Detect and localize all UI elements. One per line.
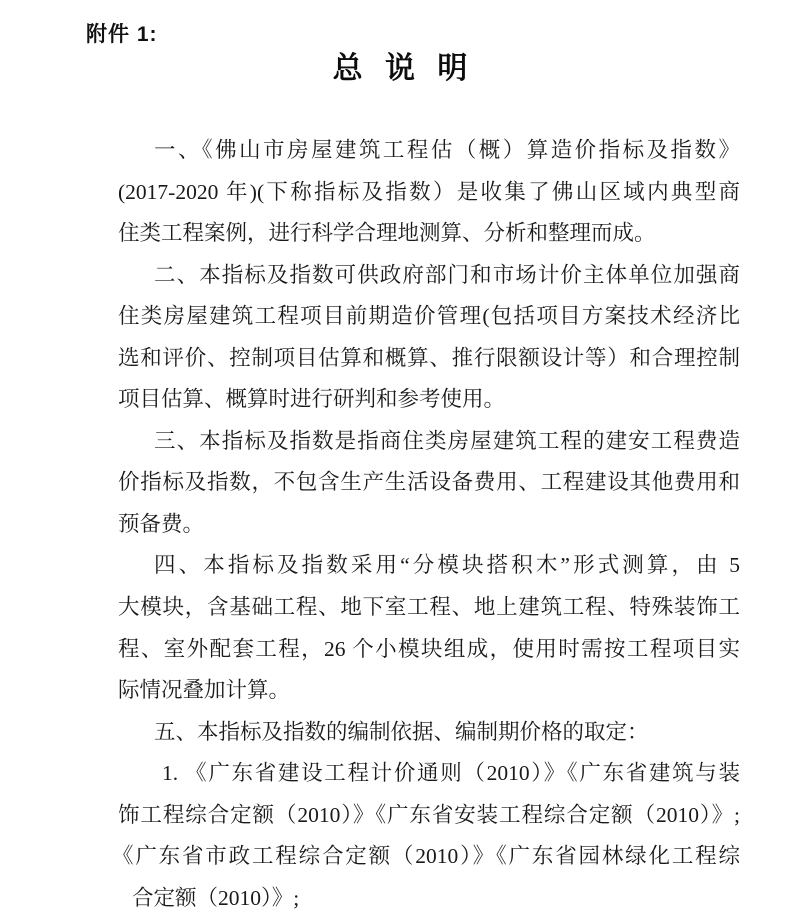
document-line: 三、本指标及指数是指商住类房屋建筑工程的建安工程费造	[154, 428, 740, 453]
document-line: 项目估算、概算时进行研判和参考使用。	[118, 387, 506, 412]
document-line: 《广东省市政工程综合定额（2010）》《广东省园林绿化工程综	[112, 844, 740, 869]
document-line: (2017-2020 年)(下称指标及指数）是收集了佛山区域内典型商	[118, 179, 740, 204]
document-line: 大模块，含基础工程、地下室工程、地上建筑工程、特殊装饰工	[118, 595, 740, 620]
document-line: 二、本指标及指数可供政府部门和市场计价主体单位加强商	[154, 262, 740, 287]
document-line: 住类工程案例，进行科学合理地测算、分析和整理而成。	[118, 221, 656, 246]
document-line: 饰工程综合定额（2010）》《广东省安装工程综合定额（2010）》;	[118, 802, 740, 827]
document-line: 际情况叠加计算。	[118, 678, 291, 703]
document-body	[112, 130, 740, 919]
document-line: 预备费。	[118, 511, 205, 536]
document-line: 住类房屋建筑工程项目前期造价管理(包括项目方案技术经济比	[118, 304, 740, 329]
document-line: 1. 《广东省建设工程计价通则（2010）》《广东省建筑与装	[162, 761, 740, 786]
document-line: 价指标及指数，不包含生产生活设备费用、工程建设其他费用和	[118, 470, 740, 495]
page-title: 总 说 明	[332, 52, 475, 85]
attachment-label: 附件 1:	[86, 23, 158, 46]
document-line: 四、本指标及指数采用“分模块搭积木”形式测算，由 5	[154, 553, 740, 578]
document-line: 程、室外配套工程，26 个小模块组成，使用时需按工程项目实	[118, 636, 740, 661]
document-line: 五、本指标及指数的编制依据、编制期价格的取定：	[154, 719, 649, 744]
document-line: 一、《佛山市房屋建筑工程估（概）算造价指标及指数》	[154, 138, 740, 162]
document-line: 合定额（2010）》;	[132, 885, 300, 910]
document-line: 选和评价、控制项目估算和概算、推行限额设计等）和合理控制	[118, 345, 740, 370]
